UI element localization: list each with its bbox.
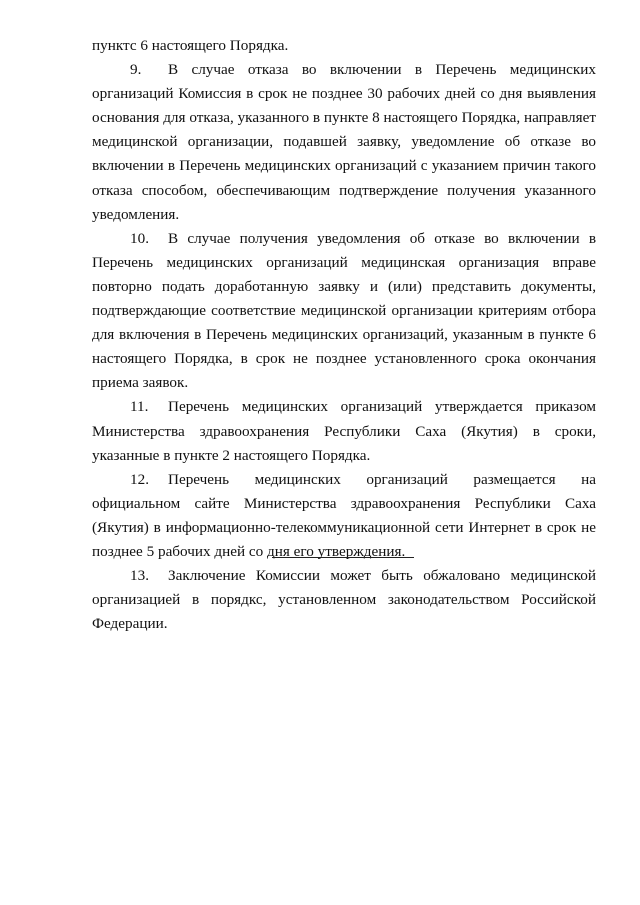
paragraph-number: 9. (130, 61, 142, 79)
paragraph-number: 11. (130, 398, 149, 416)
paragraph-text: Перечень медицинских организаций размещается на официальном сайте Министерства здравоохранения Республики Саха (Якутия) в информационно-телекоммуникационной сети Интернет в срок не позднее 5 рабочих дней со дня его утверждения. (92, 470, 596, 560)
paragraph-text: В случае отказа во включении в Перечень медицинских организаций Комиссия в срок не позднее 30 рабочих дней со дня выявления основания для отказа, указанного в пункте 8 настоящего Порядка, направляет медицинской организации, подавшей заявку, уведомление об отказе во включении в Перечень медицинских организаций с указанием причин такого отказа способом, обеспечивающим подтверждение получения указанного уведомления. (92, 61, 596, 223)
paragraph-number: 12. (130, 470, 149, 488)
paragraph-9 (92, 58, 596, 227)
paragraph-13 (92, 564, 596, 636)
paragraph-number: 13. (130, 567, 149, 585)
paragraph-text: Перечень медицинских организаций утверждается приказом Министерства здравоохранения Республики Саха (Якутия) в сроки, указанные в пункте 2 настоящего Порядка. (92, 398, 596, 464)
paragraph-10 (92, 227, 596, 396)
paragraph-11 (92, 395, 596, 467)
paragraph-text: В случае получения уведомления об отказе во включении в Перечень медицинских организаций медицинская организация вправе повторно подать доработанную заявку и (или) представить документы, подтверждающие соответствие медицинской организации критериям отбора для включения в Перечень медицинских организаций, указанным в пункте 6 настоящего Порядка, в срок не позднее установленного срока окончания приема заявок. (92, 229, 596, 392)
paragraph-12 (92, 468, 596, 564)
paragraph-number: 10. (130, 229, 149, 247)
intro-line: пунктс 6 настоящего Порядка. (92, 37, 289, 54)
paragraph-text: Заключение Комиссии может быть обжаловано медицинской организацией в порядкс, установленном законодательством Российской Федерации. (92, 567, 596, 633)
document-body (92, 34, 596, 636)
end-of-document-line (272, 557, 414, 558)
